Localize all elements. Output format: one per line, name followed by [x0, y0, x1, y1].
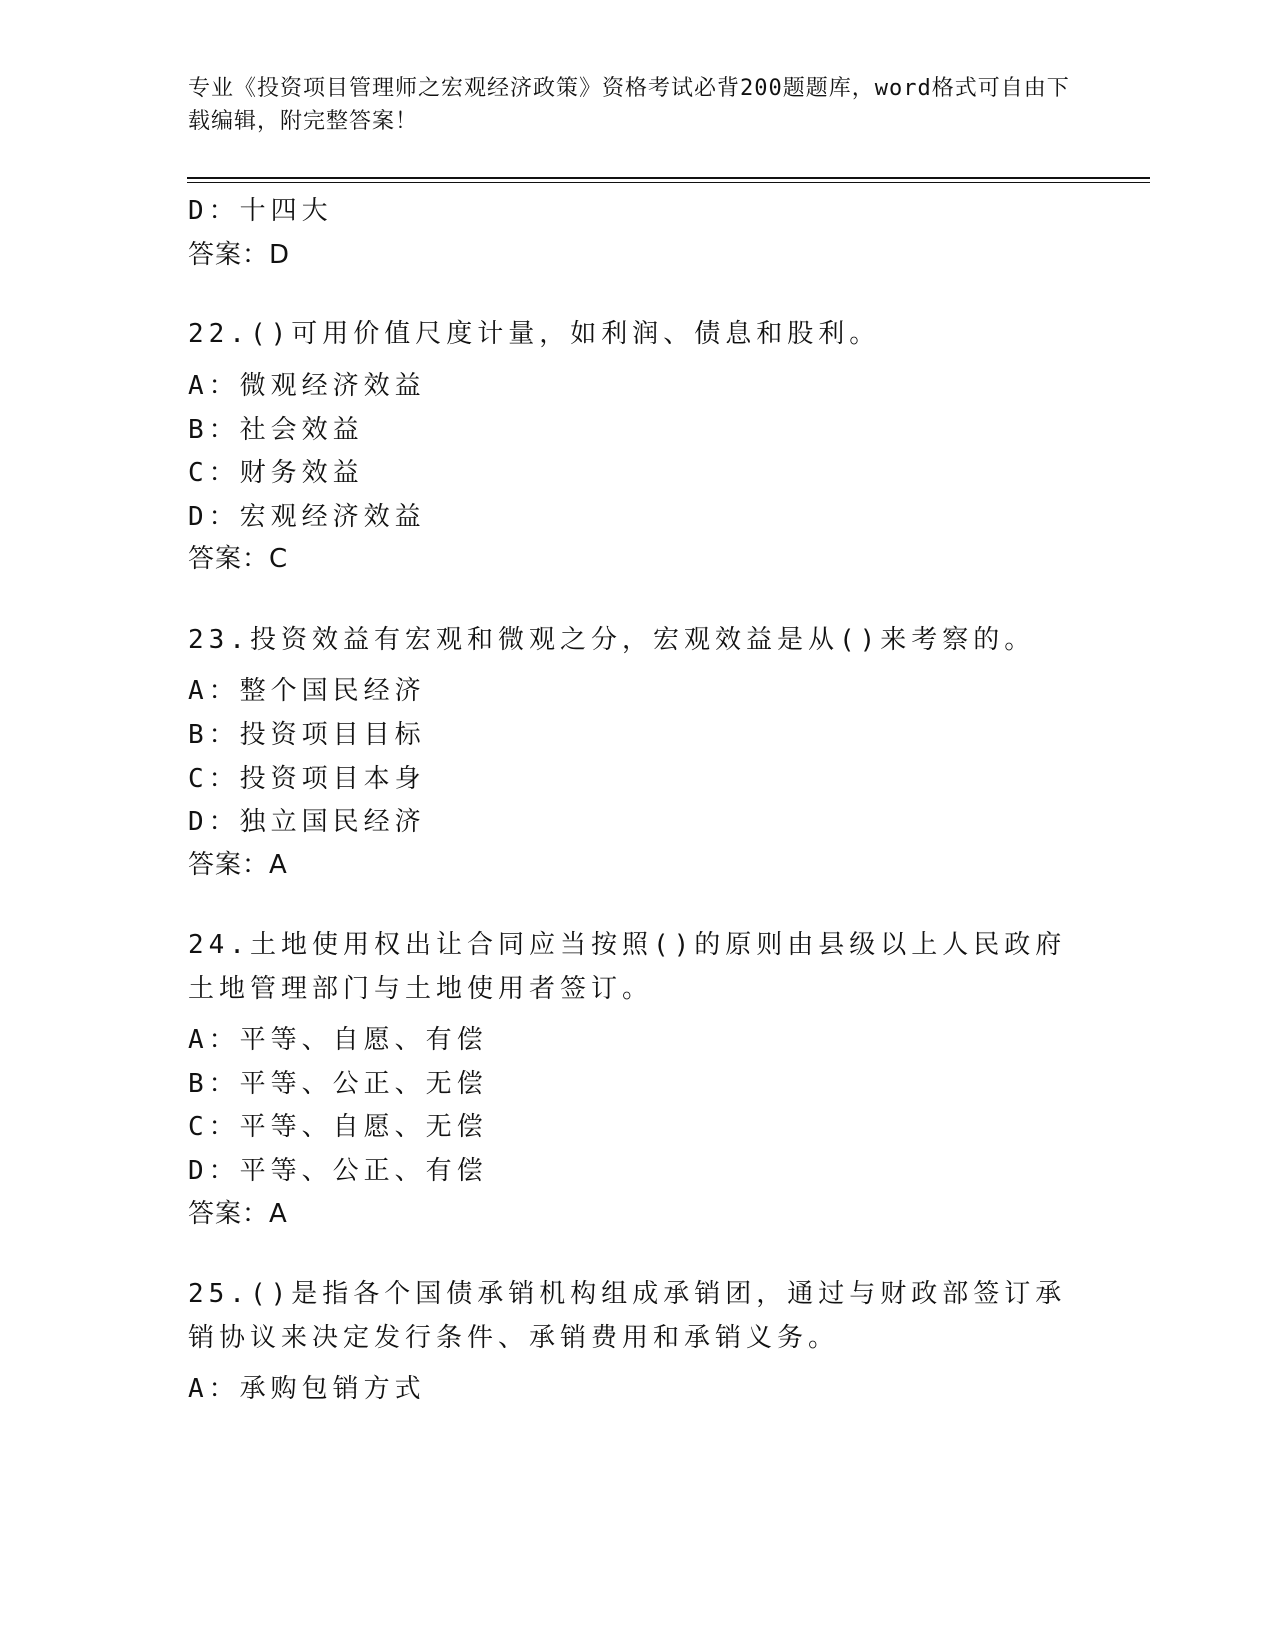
header-rule-thin	[187, 182, 1150, 183]
q24-answer: 答案：A	[188, 1199, 288, 1229]
q21-option-d: D：十四大	[188, 196, 333, 226]
document-header: 专业《投资项目管理师之宏观经济政策》资格考试必背200题题库，word格式可自由下载编辑，附完整答案！	[188, 76, 1070, 134]
q24-stem: 24.土地使用权出让合同应当按照()的原则由县级以上人民政府土地管理部门与土地使用者签订。	[188, 930, 1067, 1004]
q22-answer: 答案：C	[188, 544, 289, 574]
q22-stem: 22.()可用价值尺度计量，如利润、债息和股利。	[188, 319, 881, 349]
q23-stem: 23.投资效益有宏观和微观之分，宏观效益是从()来考察的。	[188, 625, 1036, 655]
q23-option-b: B：投资项目目标	[188, 720, 426, 750]
q23-answer: 答案：A	[188, 850, 288, 880]
q25-stem: 25.()是指各个国债承销机构组成承销团，通过与财政部签订承销协议来决定发行条件、承销费用和承销义务。	[188, 1279, 1067, 1353]
q24-option-d: D：平等、公正、有偿	[188, 1156, 488, 1186]
q22-option-c: C：财务效益	[188, 458, 364, 488]
q25-option-a: A：承购包销方式	[188, 1374, 426, 1404]
header-rule-thick	[187, 177, 1150, 179]
q24-option-a: A：平等、自愿、有偿	[188, 1025, 488, 1055]
q23-option-d: D：独立国民经济	[188, 807, 426, 837]
q23-option-a: A：整个国民经济	[188, 676, 426, 706]
q21-answer: 答案：D	[188, 240, 291, 270]
q24-option-c: C：平等、自愿、无偿	[188, 1112, 488, 1142]
q22-option-b: B：社会效益	[188, 415, 364, 445]
q24-option-b: B：平等、公正、无偿	[188, 1069, 488, 1099]
q22-option-d: D：宏观经济效益	[188, 502, 426, 532]
q22-option-a: A：微观经济效益	[188, 371, 426, 401]
q23-option-c: C：投资项目本身	[188, 764, 426, 794]
